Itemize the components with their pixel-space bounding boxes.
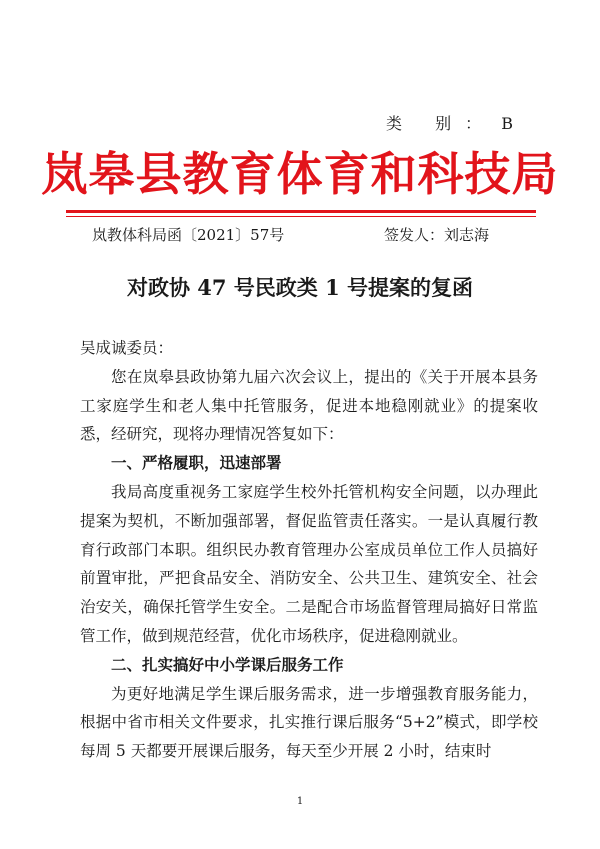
page-number: 1 bbox=[296, 796, 304, 807]
document-title: 对政协 47 号民政类 1 号提案的复函 bbox=[126, 275, 474, 300]
section-1-paragraph: 我局高度重视务工家庭学生校外托管机构安全问题，以办理此提案为契机，不断加强部署，督促监管责任落实。一是认真履行教育行政部门本职。组织民办教育管理办公室成员单位工作人员搞好前置审批，严把食品安全、消防安全、公共卫生、建筑安全、社会治安关，确保托管学生安全。二是配合市场监督管理局搞好日常监管工作，做到规范经营，优化市场秩序，促进稳刚就业。 bbox=[80, 482, 538, 645]
category-label: 类 别： bbox=[386, 114, 496, 133]
salutation: 吴成诚委员： bbox=[80, 339, 174, 357]
section-heading-1: 一、严格履职，迅速部署 bbox=[111, 453, 282, 473]
section-2-paragraph: 为更好地满足学生课后服务需求，进一步增强教育服务能力，根据中省市相关文件要求，扎实推行课后服务“5+2”模式，即学校每周 5 天都要开展课后服务，每天至少开展 2 小时，结束时 bbox=[80, 684, 538, 761]
category-value: B bbox=[501, 114, 514, 133]
document-body bbox=[80, 334, 538, 766]
section-heading-2: 二、扎实搞好中小学课后服务工作 bbox=[111, 654, 344, 674]
issuing-organization-title: 岚皋县教育体育和科技局 bbox=[41, 147, 559, 201]
category-line bbox=[386, 111, 514, 134]
red-header-rule-thick bbox=[66, 210, 536, 213]
document-number: 岚教体科局函〔2021〕57号 bbox=[92, 226, 285, 244]
red-header-rule-thin bbox=[66, 216, 536, 217]
signer: 签发人：刘志海 bbox=[384, 226, 490, 244]
intro-paragraph: 您在岚皋县政协第九届六次会议上，提出的《关于开展本县务工家庭学生和老人集中托管服务，促进本地稳刚就业》的提案收悉，经研究，现将办理情况答复如下： bbox=[80, 367, 538, 444]
